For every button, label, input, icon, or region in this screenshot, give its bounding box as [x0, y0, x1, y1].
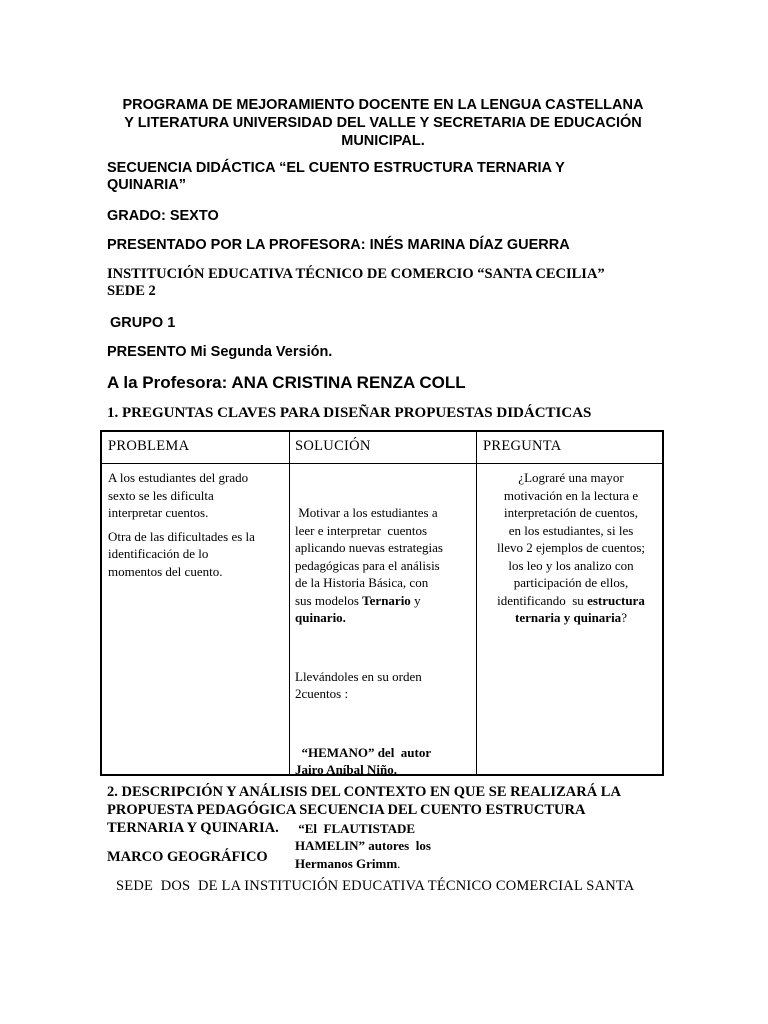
story-one — [295, 744, 473, 779]
cell-line: participación de ellos, — [513, 575, 629, 590]
bold-term: quinario. — [295, 610, 346, 625]
problema-paragraph — [108, 528, 288, 581]
cell-line: HAMELIN” autores los — [295, 838, 431, 853]
institucion-line: SEDE 2 — [107, 283, 156, 299]
cell-line: identificando su — [497, 592, 588, 608]
presento-line: PRESENTO Mi Segunda Versión. — [107, 344, 333, 360]
header-solucion: SOLUCIÓN — [295, 438, 371, 454]
solucion-paragraph — [295, 668, 473, 703]
cell-line: A los estudiantes del grado — [108, 470, 249, 485]
sede-paragraph: SEDE DOS DE LA INSTITUCIÓN EDUCATIVA TÉCNICO COMERCIAL SANTA — [116, 878, 635, 894]
cell-line: 2cuentos : — [295, 686, 349, 701]
cell-solucion — [295, 469, 473, 913]
problema-paragraph — [108, 469, 288, 522]
cell-pregunta — [480, 469, 662, 627]
secuencia-line: SECUENCIA DIDÁCTICA “EL CUENTO ESTRUCTURA TERNARIA Y — [107, 160, 565, 176]
cell-line: ¿Lograré una mayor — [518, 470, 624, 485]
institucion-heading — [107, 266, 667, 300]
presentado-line: PRESENTADO POR LA PROFESORA: INÉS MARINA DÍAZ GUERRA — [107, 237, 570, 253]
cell-line: “HEMANO” del autor — [295, 744, 432, 760]
table-header-divider — [102, 463, 662, 464]
header-problema: PROBLEMA — [108, 438, 190, 454]
title-line: PROGRAMA DE MEJORAMIENTO DOCENTE EN LA LENGUA CASTELLANA — [122, 97, 644, 113]
section2-heading — [107, 783, 667, 837]
section1-heading: 1. PREGUNTAS CLAVES PARA DISEÑAR PROPUESTAS DIDÁCTICAS — [107, 405, 592, 421]
cell-line: pedagógicas para el análisis — [295, 557, 440, 573]
cell-line: Jairo Aníbal Niño. — [295, 762, 397, 777]
section2-line: PROPUESTA PEDAGÓGICA SECUENCIA DEL CUENTO ESTRUCTURA — [107, 802, 586, 818]
cell-line: Llevándoles en su orden — [295, 668, 422, 684]
grupo-line: GRUPO 1 — [110, 315, 176, 331]
cell-line: sexto se les dificulta — [108, 487, 214, 503]
secuencia-line: QUINARIA” — [107, 177, 186, 193]
cell-line: sus modelos — [295, 592, 363, 608]
grado-line: GRADO: SEXTO — [107, 208, 219, 224]
cell-line: momentos del cuento. — [108, 563, 223, 579]
bold-term: ternaria y quinaria — [515, 610, 622, 625]
cell-line: los leo y los analizo con — [508, 557, 634, 573]
cell-line: identificación de lo — [108, 546, 209, 561]
section2-line: TERNARIA Y QUINARIA. — [107, 820, 279, 836]
cell-line: . — [397, 855, 401, 871]
secuencia-heading — [107, 160, 667, 194]
cell-line: Otra de las dificultades es la — [108, 528, 255, 544]
profesora-line: A la Profesora: ANA CRISTINA RENZA COLL — [107, 373, 466, 392]
solucion-paragraph — [295, 504, 473, 627]
cell-line: en los estudiantes, si les — [508, 522, 634, 538]
cell-problema — [108, 469, 288, 586]
cell-line: aplicando nuevas estrategias — [295, 540, 443, 555]
document-title — [100, 96, 666, 150]
header-pregunta: PREGUNTA — [483, 438, 562, 454]
bold-term: estructura — [587, 592, 645, 608]
cell-line: motivación en la lectura e — [503, 487, 639, 503]
cell-line: Motivar a los estudiantes a — [295, 505, 438, 520]
cell-line: “El FLAUTISTADE — [295, 820, 416, 836]
cell-line: interpretar cuentos. — [108, 505, 209, 520]
institucion-line: INSTITUCIÓN EDUCATIVA TÉCNICO DE COMERCIO “SANTA CECILIA” — [107, 266, 605, 282]
section2-line: 2. DESCRIPCIÓN Y ANÁLISIS DEL CONTEXTO EN QUE SE REALIZARÁ LA — [107, 784, 621, 800]
cell-line: leer e interpretar cuentos — [295, 522, 428, 538]
cell-line: de la Historia Básica, con — [295, 575, 429, 590]
marco-heading: MARCO GEOGRÁFICO — [107, 849, 268, 865]
title-line: MUNICIPAL. — [341, 133, 425, 149]
bold-term: Ternario — [362, 592, 411, 608]
title-line: Y LITERATURA UNIVERSIDAD DEL VALLE Y SECRETARIA DE EDUCACIÓN — [124, 115, 642, 131]
cell-line: y — [410, 592, 421, 608]
table-column-divider — [289, 432, 290, 774]
cell-line: llevo 2 ejemplos de cuentos; — [496, 540, 646, 555]
cell-line: ? — [621, 610, 627, 625]
cell-line: interpretación de cuentos, — [504, 505, 638, 520]
table-column-divider — [476, 432, 477, 774]
cell-line: Hermanos Grimm — [295, 855, 398, 871]
